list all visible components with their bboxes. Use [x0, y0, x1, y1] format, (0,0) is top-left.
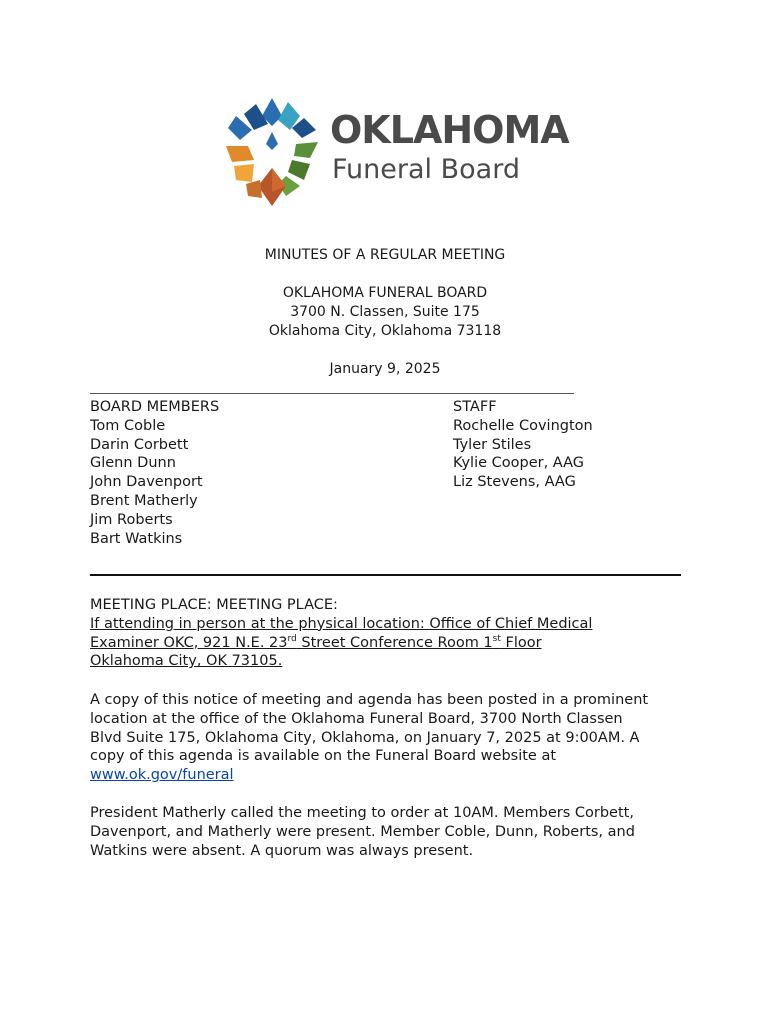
- call-to-order-paragraph: [90, 804, 690, 860]
- staff-member: Tyler Stiles: [453, 436, 532, 453]
- notice-line: copy of this agenda is available on the Funeral Board website at: [90, 748, 557, 765]
- board-member: Bart Watkins: [90, 530, 183, 547]
- call-to-order-line: President Matherly called the meeting to order at 10AM. Members Corbett,: [90, 805, 634, 821]
- staff-member: Kylie Cooper, AAG: [453, 455, 585, 472]
- meeting-place-line-1: If attending in person at the physical location: Office of Chief Medical: [90, 615, 593, 632]
- address-part: Floor: [500, 634, 542, 651]
- board-member: Glenn Dunn: [90, 455, 176, 472]
- staff-member: Liz Stevens, AAG: [453, 474, 576, 491]
- org-name: OKLAHOMA FUNERAL BOARD: [282, 285, 488, 301]
- board-heading: BOARD MEMBERS: [90, 399, 220, 415]
- meeting-place-section: [90, 596, 690, 671]
- logo-name: OKLAHOMA: [330, 108, 569, 152]
- meeting-date: January 9, 2025: [329, 361, 441, 377]
- address-line-1: 3700 N. Classen, Suite 175: [290, 304, 480, 320]
- meeting-place-line-3: Oklahoma City, OK 73105.: [90, 653, 283, 670]
- staff-heading: STAFF: [453, 399, 497, 415]
- address-line-2: Oklahoma City, Oklahoma 73118: [268, 323, 502, 339]
- board-member: Tom Coble: [90, 417, 166, 434]
- call-to-order-line: Davenport, and Matherly were present. Member Coble, Dunn, Roberts, and: [90, 823, 635, 840]
- funeral-board-website-link[interactable]: www.ok.gov/funeral: [90, 767, 234, 784]
- call-to-order-line: Watkins were absent. A quorum was always present.: [90, 842, 474, 859]
- board-member: John Davenport: [90, 474, 203, 491]
- oklahoma-funeral-board-logo: [216, 96, 569, 208]
- board-members-list: [90, 398, 219, 548]
- notice-line: Blvd Suite 175, Oklahoma City, Oklahoma, on January 7, 2025 at 9:00AM. A: [90, 729, 640, 746]
- board-member: Jim Roberts: [90, 511, 173, 528]
- star-logo-icon: [216, 96, 328, 208]
- board-member: Brent Matherly: [90, 492, 198, 509]
- header-divider: [90, 393, 574, 394]
- meeting-place-line-2: [90, 634, 690, 653]
- address-part: Street Conference Room 1: [296, 634, 493, 651]
- notice-line: location at the office of the Oklahoma Funeral Board, 3700 North Classen: [90, 710, 623, 727]
- meeting-place-label: MEETING PLACE: MEETING PLACE:: [90, 597, 338, 613]
- section-divider: [90, 574, 681, 576]
- address-part: Examiner OKC, 921 N.E. 23: [90, 634, 288, 651]
- minutes-title: MINUTES OF A REGULAR MEETING: [264, 247, 506, 263]
- ordinal-suffix: rd: [287, 633, 297, 644]
- ordinal-suffix: st: [492, 633, 501, 644]
- notice-paragraph: [90, 691, 690, 785]
- board-member: Darin Corbett: [90, 436, 189, 453]
- staff-member: Rochelle Covington: [453, 417, 593, 434]
- logo-subtitle: Funeral Board: [332, 154, 520, 185]
- staff-list: [453, 398, 593, 492]
- notice-line: A copy of this notice of meeting and agenda has been posted in a prominent: [90, 692, 649, 708]
